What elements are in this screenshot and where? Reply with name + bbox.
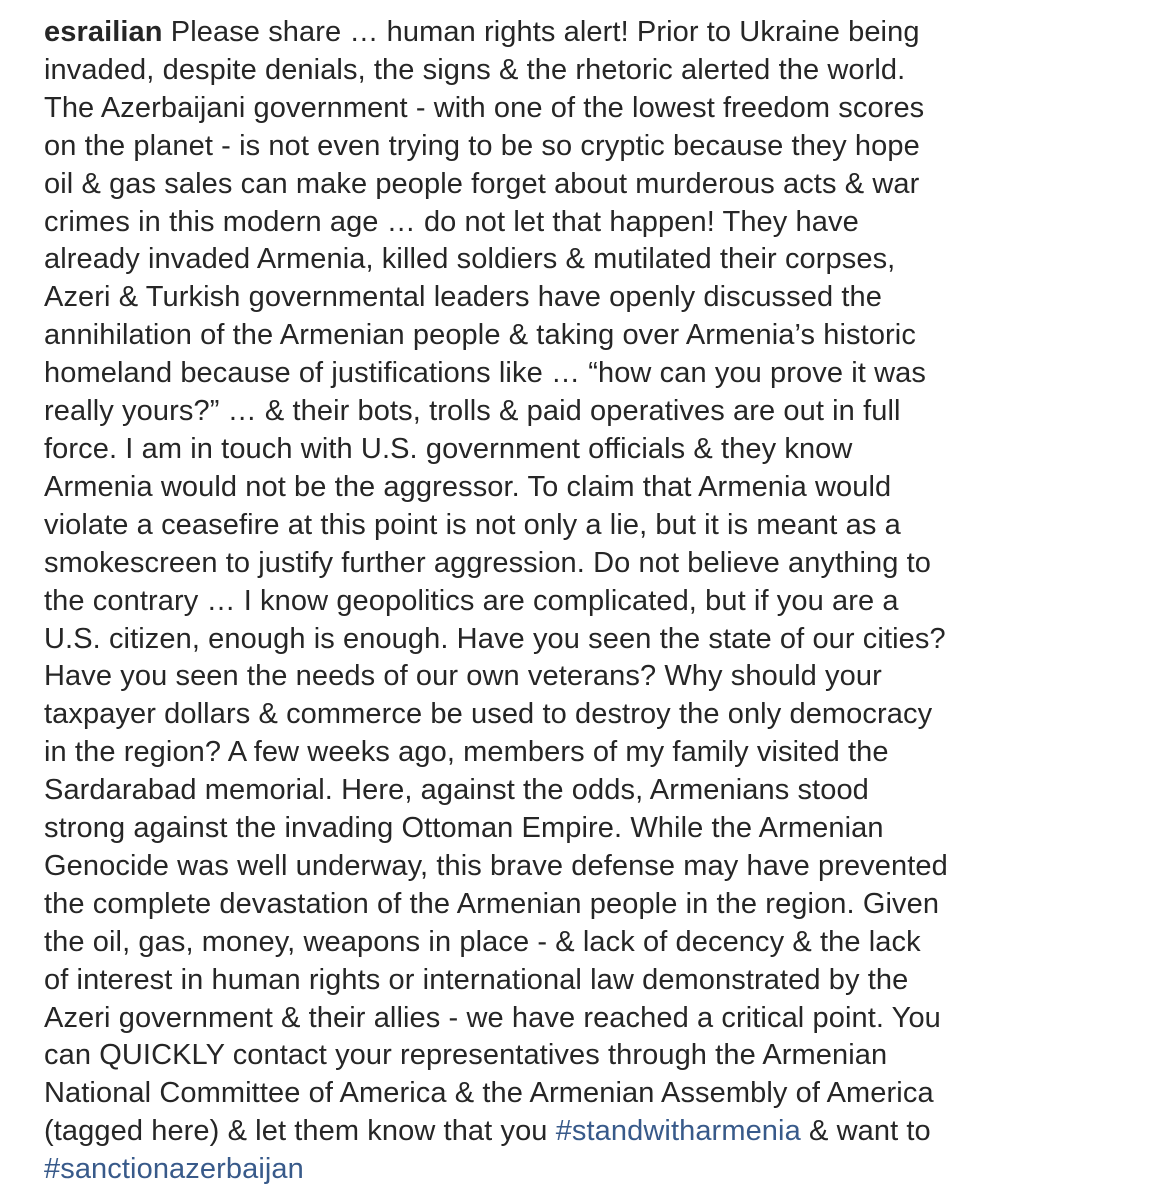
caption-line — [44, 1113, 1124, 1151]
caption-line: annihilation of the Armenian people & taking over Armenia’s historic — [44, 319, 916, 352]
caption-line — [44, 1151, 1124, 1189]
caption-line: the complete devastation of the Armenian people in the region. Given — [44, 887, 940, 920]
caption-line: of interest in human rights or international law demonstrated by the — [44, 963, 909, 996]
caption-line: can QUICKLY contact your representatives through the Armenian — [44, 1039, 888, 1072]
caption-line: taxpayer dollars & commerce be used to destroy the only democracy — [44, 698, 933, 731]
post-caption — [44, 14, 1124, 1189]
caption-line: already invaded Armenia, killed soldiers & mutilated their corpses, — [44, 243, 896, 276]
caption-line: on the planet - is not even trying to be so cryptic because they hope — [44, 129, 920, 162]
caption-line: invaded, despite denials, the signs & the rhetoric alerted the world. — [44, 53, 906, 86]
caption-line: Azeri & Turkish governmental leaders have openly discussed the — [44, 281, 882, 314]
caption-line — [44, 14, 1124, 52]
caption-line: the oil, gas, money, weapons in place - & lack of decency & the lack — [44, 925, 921, 958]
caption-line: smokescreen to justify further aggression. Do not believe anything to — [44, 546, 932, 579]
username-link[interactable]: esrailian — [44, 16, 163, 48]
caption-text: Please share … human rights alert! Prior to Ukraine being — [170, 16, 920, 48]
caption-line: the contrary … I know geopolitics are complicated, but if you are a — [44, 584, 899, 617]
caption-line: violate a ceasefire at this point is not only a lie, but it is meant as a — [44, 508, 901, 541]
caption-line: really yours?” … & their bots, trolls & paid operatives are out in full — [44, 395, 901, 428]
caption-line: The Azerbaijani government - with one of the lowest freedom scores — [44, 91, 925, 124]
caption-line: in the region? A few weeks ago, members of my family visited the — [44, 736, 889, 769]
caption-line: oil & gas sales can make people forget about murderous acts & war — [44, 167, 920, 200]
hashtag-sanctionazerbaijan-link[interactable]: #sanctionazerbaijan — [44, 1153, 304, 1186]
caption-line: strong against the invading Ottoman Empire. While the Armenian — [44, 812, 884, 845]
caption-line: Azeri government & their allies - we have reached a critical point. You — [44, 1001, 941, 1034]
caption-text: (tagged here) & let them know that you — [44, 1115, 556, 1148]
caption-line: homeland because of justifications like … “how can you prove it was — [44, 357, 926, 390]
caption-line: force. I am in touch with U.S. government officials & they know — [44, 432, 853, 465]
caption-line: Have you seen the needs of our own veterans? Why should your — [44, 660, 882, 693]
caption-line: crimes in this modern age … do not let that happen! They have — [44, 205, 859, 238]
caption-text: & want to — [800, 1115, 931, 1148]
caption-line: U.S. citizen, enough is enough. Have you seen the state of our cities? — [44, 622, 946, 655]
caption-line: National Committee of America & the Armenian Assembly of America — [44, 1077, 934, 1110]
caption-line: Genocide was well underway, this brave defense may have prevented — [44, 849, 948, 882]
hashtag-standwitharmenia-link[interactable]: #standwitharmenia — [555, 1115, 801, 1148]
caption-line: Armenia would not be the aggressor. To claim that Armenia would — [44, 470, 892, 503]
caption-line: Sardarabad memorial. Here, against the odds, Armenians stood — [44, 774, 869, 807]
